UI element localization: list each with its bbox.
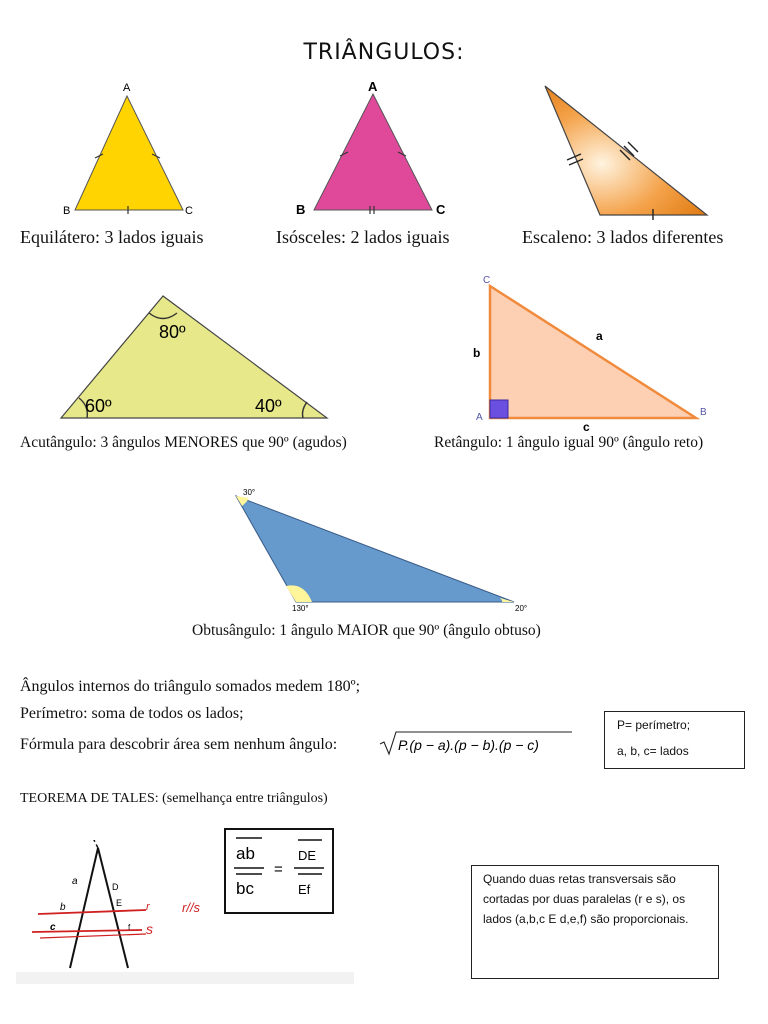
vertex-label-c: C [436,202,446,217]
acute-triangle-figure [55,290,335,425]
obtuse-triangle-figure [230,486,540,616]
right-triangle [490,286,696,418]
tales-sketch [18,840,218,980]
legend-box [604,711,745,769]
line-label-r: r [146,901,150,913]
vertex-label-b: B [700,407,707,418]
right-angle-marker [490,400,508,418]
internal-angles-note: Ângulos internos do triângulo somados medem 180º; [20,678,361,695]
heron-formula [378,728,574,758]
ratio-den1: bc [236,879,254,898]
point-label-f: f [128,923,131,932]
vertex-label-b: B [63,205,71,217]
tales-explanation: Quando duas retas transversais são cortadas por duas paralelas (r e s), os lados (a,b,c E d,e,f) são proporcionais. [483,872,689,926]
scalene-triangle [545,86,707,215]
right-caption: Retângulo: 1 ângulo igual 90º (ângulo reto) [434,434,704,451]
ratio-num1: ab [236,844,255,863]
side-label-a: a [596,329,603,343]
ratio-equals: = [274,861,283,878]
point-label-b: b [60,902,66,913]
tales-explanation-box [471,865,719,979]
side-label-c: c [583,420,590,432]
vertex-label-b: B [296,202,306,217]
ratio-den2: Ef [298,882,311,897]
tales-heading: TEOREMA DE TALES: (semelhança entre triângulos) [20,791,328,806]
angle-label-top: 80º [159,322,186,342]
scalene-caption: Escaleno: 3 lados diferentes [522,227,724,247]
side-label-b: b [473,346,481,360]
obtuse-triangle [236,496,514,602]
line-label-s: s [146,921,153,937]
point-label-d: D [112,882,119,892]
angle-label-obtuse: 130° [292,604,309,613]
isosceles-triangle-figure [290,78,460,223]
sketch-bottom-strip [16,972,354,984]
isosceles-caption: Isósceles: 2 lados iguais [276,227,450,247]
point-label-c: c [50,922,56,933]
point-label-a: a [72,876,78,887]
vertex-label-c: C [483,275,491,286]
obtuse-caption: Obtusângulo: 1 ângulo MAIOR que 90º (ângulo obtuso) [192,622,541,639]
angle-label-right: 20° [515,604,528,613]
legend-sides: a, b, c= lados [617,744,689,758]
equilateral-caption: Equilátero: 3 lados iguais [20,227,204,247]
area-formula-note: Fórmula para descobrir área sem nenhum ângulo: [20,736,338,753]
angle-label-left: 60º [85,396,112,416]
vertex-label-a: A [368,79,378,94]
legend-perimeter: P= perímetro; [617,718,691,732]
point-label-e: E [116,898,123,908]
vertex-label-a: A [476,412,483,423]
perimeter-note: Perímetro: soma de todos os lados; [20,705,244,722]
angle-label-top: 30° [243,488,256,497]
vertex-label-a: A [123,82,131,94]
heron-formula-text: P.(p − a).(p − b).(p − c) [398,737,539,753]
angle-label-right: 40º [255,396,282,416]
tales-ratio-box [224,828,334,914]
vertex-label-c: C [185,205,193,217]
equilateral-triangle [75,96,183,210]
acute-caption: Acutângulo: 3 ângulos MENORES que 90º (agudos) [20,434,347,451]
isosceles-triangle [314,94,432,210]
parallel-note: r//s [182,900,201,915]
scalene-triangle-figure [535,80,715,220]
right-triangle-figure [470,272,720,432]
equilateral-triangle-figure [55,78,205,223]
page-title: TRIÂNGULOS: [303,40,465,65]
ratio-num2: DE [298,848,317,863]
